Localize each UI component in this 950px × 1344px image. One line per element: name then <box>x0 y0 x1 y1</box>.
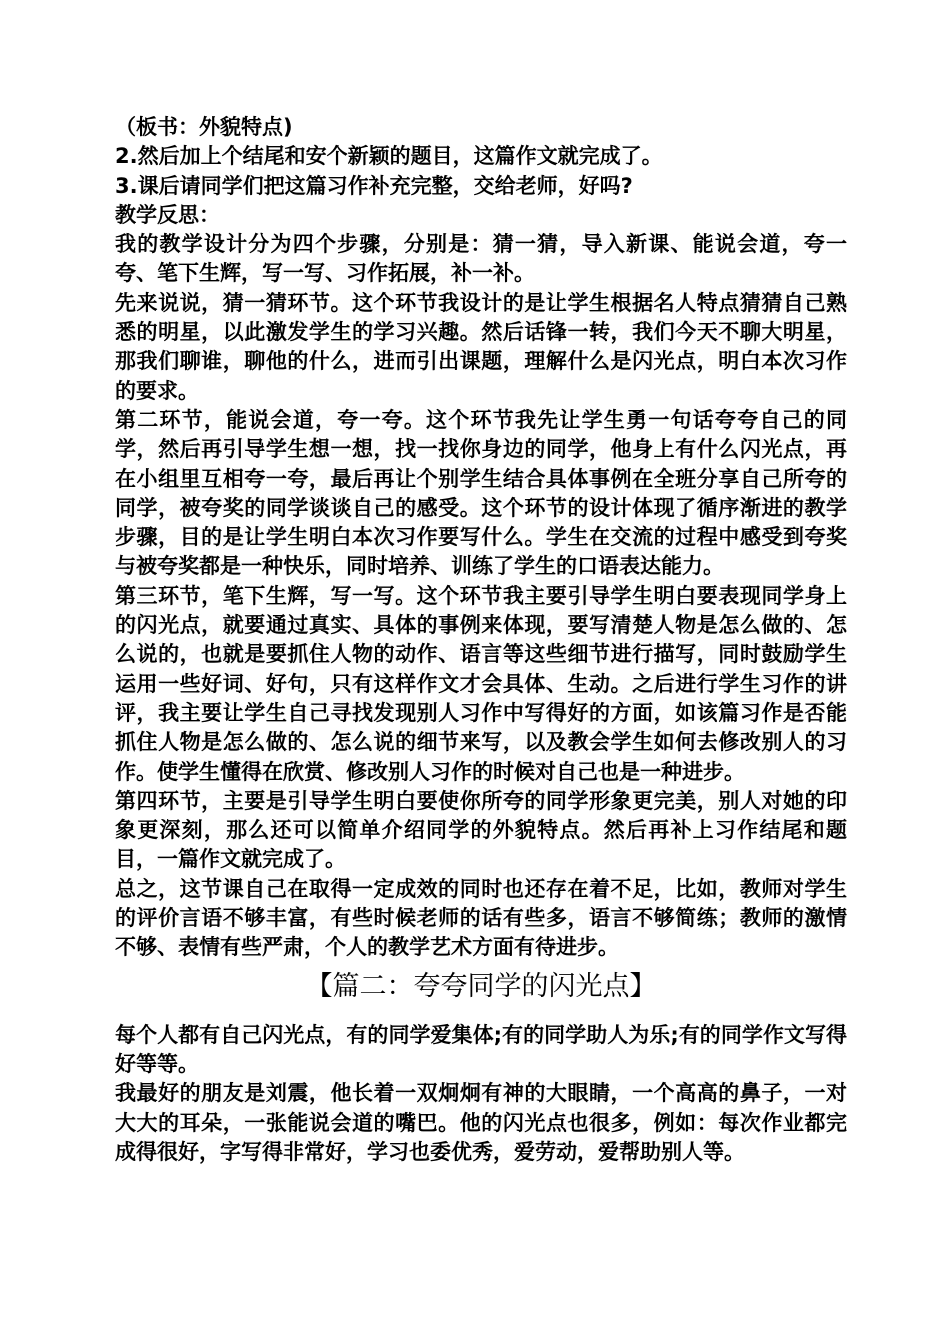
blackboard-note: （板书：外貌特点) <box>115 115 293 139</box>
document-page <box>115 113 847 1167</box>
reflection-heading: 教学反思： <box>115 202 220 227</box>
step-2-paragraph: 2.然后加上个结尾和安个新颖的题目，这篇作文就完成了。 <box>115 144 663 169</box>
essay-paragraph-2: 我最好的朋友是刘震，他长着一双炯炯有神的大眼睛，一个高高的鼻子，一对大大的耳朵，一张能说会道的嘴巴。他的闪光点也很多，例如：每次作业都完成得很好，字写得非常好，学习也委优秀，爱劳动，爱帮助别人等。 <box>115 1081 847 1164</box>
reflection-intro-paragraph: 我的教学设计分为四个步骤，分别是：猜一猜，导入新课、能说会道，夸一夸、笔下生辉，写一写、习作拓展，补一补。 <box>115 232 847 286</box>
essay-paragraph-1: 每个人都有自己闪光点，有的同学爱集体;有的同学助人为乐;有的同学作文写得好等等。 <box>115 1022 847 1076</box>
section-heading: 【篇二：夸夸同学的闪光点】 <box>305 970 657 1002</box>
summary-paragraph: 总之，这节课自己在取得一定成效的同时也还存在着不足，比如，教师对学生的评价言语不够丰富，有些时候老师的话有些多，语言不够简练；教师的激情不够、表情有些严肃，个人的教学艺术方面有待进步。 <box>115 876 847 960</box>
step-3-paragraph: 3.课后请同学们把这篇习作补充完整，交给老师，好吗? <box>115 173 633 198</box>
stage-1-paragraph: 先来说说，猜一猜环节。这个环节我设计的是让学生根据名人特点猜猜自己熟悉的明星，以此激发学生的学习兴趣。然后话锋一转，我们今天不聊大明星，那我们聊谁，聊他的什么，进而引出课题，理解什么是闪光点，明白本次习作的要求。 <box>115 290 847 403</box>
stage-3-paragraph: 第三环节，笔下生辉，写一写。这个环节我主要引导学生明白要表现同学身上的闪光点，就要通过真实、具体的事例来体现，要写清楚人物是怎么做的、怎么说的，也就是要抓住人物的动作、语言等这些细节进行描写，同时鼓励学生运用一些好词、好句，只有这样作文才会具体、生动。之后进行学生习作的讲评，我主要让学生自己寻找发现别人习作中写得好的方面，如该篇习作是否能抓住人物是怎么做的、怎么说的细节来写，以及教会学生如何去修改别人的习作。使学生懂得在欣赏、修改别人习作的时候对自己也是一种进步。 <box>115 583 847 784</box>
stage-4-paragraph: 第四环节，主要是引导学生明白要使你所夸的同学形象更完美，别人对她的印象更深刻，那么还可以简单介绍同学的外貌特点。然后再补上习作结尾和题目，一篇作文就完成了。 <box>115 788 847 872</box>
stage-2-paragraph: 第二环节，能说会道，夸一夸。这个环节我先让学生勇一句话夸夸自己的同学，然后再引导学生想一想，找一找你身边的同学，他身上有什么闪光点，再在小组里互相夸一夸，最后再让个别学生结合具体事例在全班分享自己所夸的同学，被夸奖的同学谈谈自己的感受。这个环节的设计体现了循序渐进的教学步骤，目的是让学生明白本次习作要写什么。学生在交流的过程中感受到夸奖与被夸奖都是一种快乐，同时培养、训练了学生的口语表达能力。 <box>115 407 847 579</box>
